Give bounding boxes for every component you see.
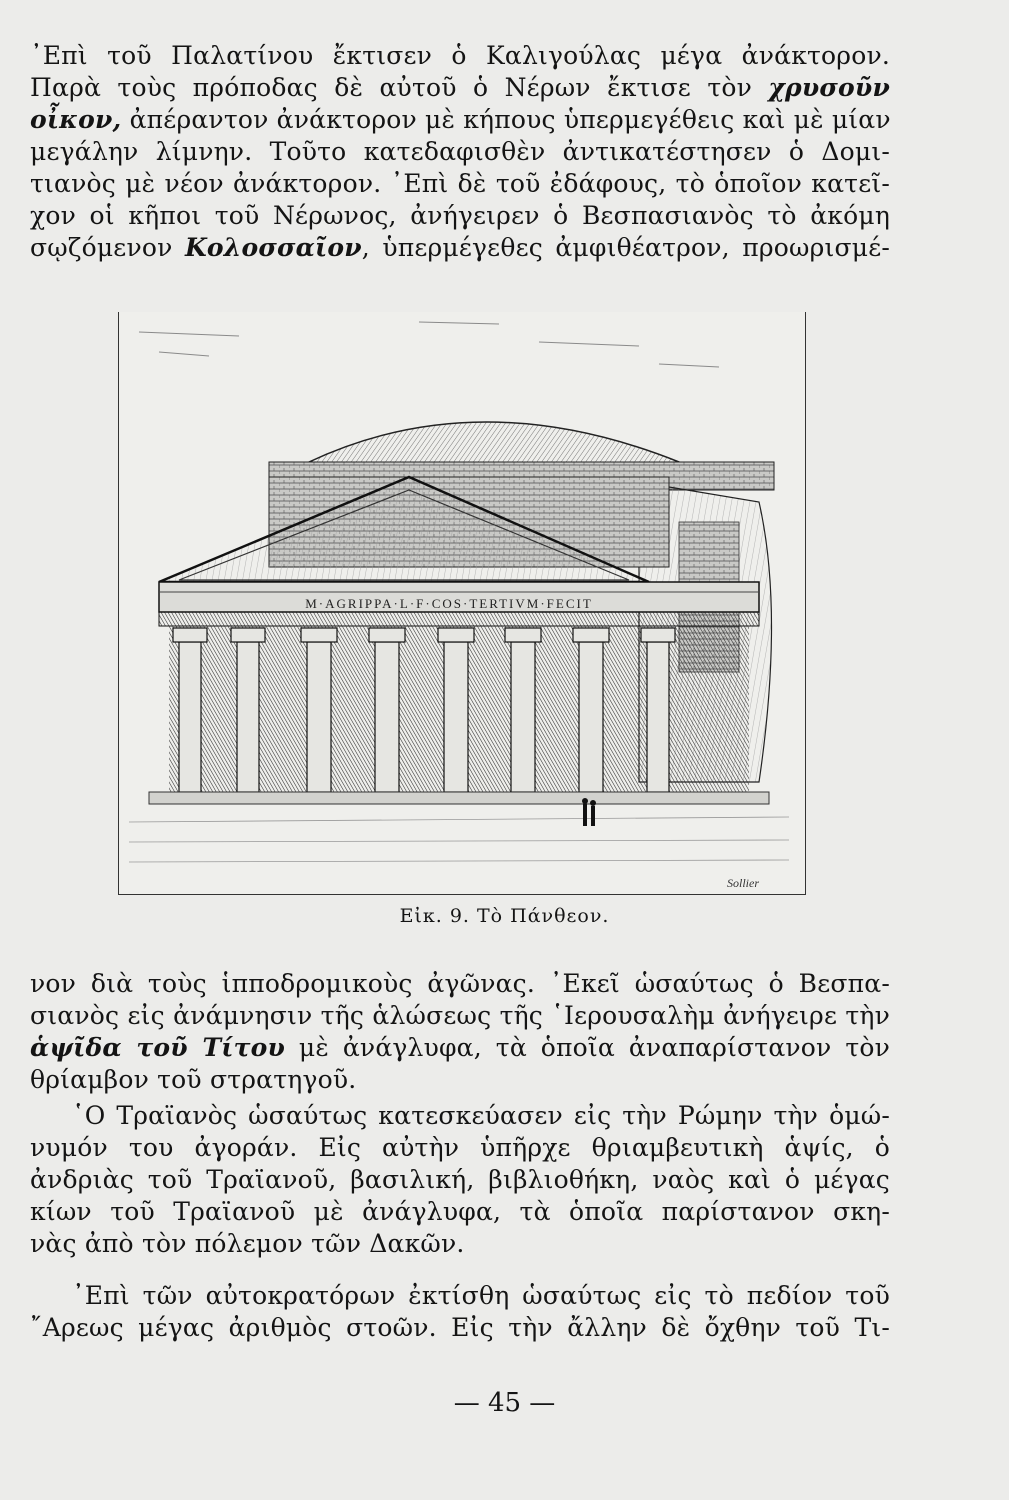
text-line	[30, 1064, 890, 1096]
steps	[149, 792, 769, 804]
text-run: θρίαμβον τοῦ στρατηγοῦ.	[30, 1065, 357, 1094]
text-run: νον διὰ τοὺς ἱπποδρομικοὺς ἀγῶνας. ᾿Εκεῖ ὡσαύτως ὁ Βεσπα-	[30, 969, 890, 998]
ground-hatching	[129, 817, 789, 862]
text-line	[30, 200, 890, 232]
text-line	[30, 168, 890, 200]
figure-caption: Εἰκ. 9. Τὸ Πάνθεον.	[399, 905, 610, 927]
emphasized-term: Κολοσσαῖον	[184, 233, 362, 262]
text-line	[30, 40, 890, 72]
text-run: ἀνδριὰς τοῦ Τραϊανοῦ, βασιλική, βιβλιοθήκη, ναὸς καὶ ὁ μέγας	[30, 1165, 890, 1194]
text-run: ἀπέραντον ἀνάκτορον μὲ κήπους ὑπερμεγέθεις καὶ μὲ μίαν	[121, 105, 891, 134]
text-line	[30, 1312, 890, 1344]
text-line	[30, 104, 890, 136]
text-run: ᾿Επὶ τοῦ Παλατίνου ἔκτισεν ὁ Καλιγούλας μέγα ἀνάκτορον.	[30, 41, 890, 70]
text-run: τιανὸς μὲ νέον ἀνάκτορον. ᾿Επὶ δὲ τοῦ ἐδάφους, τὸ ὁποῖον κατεῖ-	[30, 169, 890, 198]
page-number: — 45 —	[453, 1388, 556, 1418]
text-run: ᾿Επὶ τῶν αὐτοκρατόρων ἐκτίσθη ὡσαύτως εἰς τὸ πεδίον τοῦ	[72, 1281, 890, 1310]
emphasized-term: χρυσοῦν	[768, 73, 890, 102]
text-line	[30, 1164, 890, 1196]
emphasized-term: ἁψῖδα τοῦ Τίτου	[30, 1033, 286, 1062]
pantheon-illustration	[119, 312, 805, 894]
text-run: κίων τοῦ Τραϊανοῦ μὲ ἀνάγλυφα, τὰ ὁποῖα παρίστανον σκη-	[30, 1197, 890, 1226]
text-run: νὰς ἀπὸ τὸν πόλεμον τῶν Δακῶν.	[30, 1229, 465, 1258]
text-run: νυμόν του ἀγοράν. Εἰς αὐτὴν ὑπῆρχε θριαμβευτικὴ ἁψίς, ὁ	[30, 1133, 890, 1162]
pantheon-engraving	[118, 312, 806, 895]
text-line	[30, 1032, 890, 1064]
sky-hatching	[139, 322, 719, 367]
text-line	[30, 1000, 890, 1032]
text-run: χον οἱ κῆποι τοῦ Νέρωνος, ἀνήγειρεν ὁ Βεσπασιανὸς τὸ ἀκόμη	[30, 201, 890, 230]
text-run: ῎Αρεως μέγας ἀριθμὸς στοῶν. Εἰς τὴν ἄλλην δὲ ὄχθην τοῦ Τι-	[30, 1313, 890, 1342]
text-line	[30, 1196, 890, 1228]
text-line	[30, 136, 890, 168]
text-run: Παρὰ τοὺς πρόποδας δὲ αὐτοῦ ὁ Νέρων ἔκτισε τὸν	[30, 73, 769, 102]
text-line	[30, 232, 890, 264]
text-line	[30, 968, 890, 1000]
text-run: ῾Ο Τραϊανὸς ὡσαύτως κατεσκεύασεν εἰς τὴν Ρώμην τὴν ὁμώ-	[72, 1101, 890, 1130]
engraver-signature: Sollier	[727, 876, 759, 890]
emphasized-term: οἶκον,	[30, 105, 122, 134]
text-line	[72, 1280, 890, 1312]
text-run: σῳζόμενον	[30, 233, 185, 262]
inscription: M·AGRIPPA·L·F·COS·TERTIVM·FECIT	[305, 596, 593, 611]
text-line	[30, 1132, 890, 1164]
text-run: σιανὸς εἰς ἀνάμνησιν τῆς ἁλώσεως τῆς ῾Ιερουσαλὴμ ἀνήγειρε τὴν	[30, 1001, 890, 1030]
text-run: μὲ ἀνάγλυφα, τὰ ὁποῖα ἀναπαρίστανον τὸν	[285, 1033, 891, 1062]
text-line	[72, 1100, 890, 1132]
text-run: , ὑπερμέγεθες ἀμφιθέατρον, προωρισμέ-	[361, 233, 890, 262]
text-run: μεγάλην λίμνην. Τοῦτο κατεδαφισθὲν ἀντικατέστησεν ὁ Δομι-	[30, 137, 890, 166]
text-line	[30, 72, 890, 104]
text-line	[30, 1228, 890, 1260]
